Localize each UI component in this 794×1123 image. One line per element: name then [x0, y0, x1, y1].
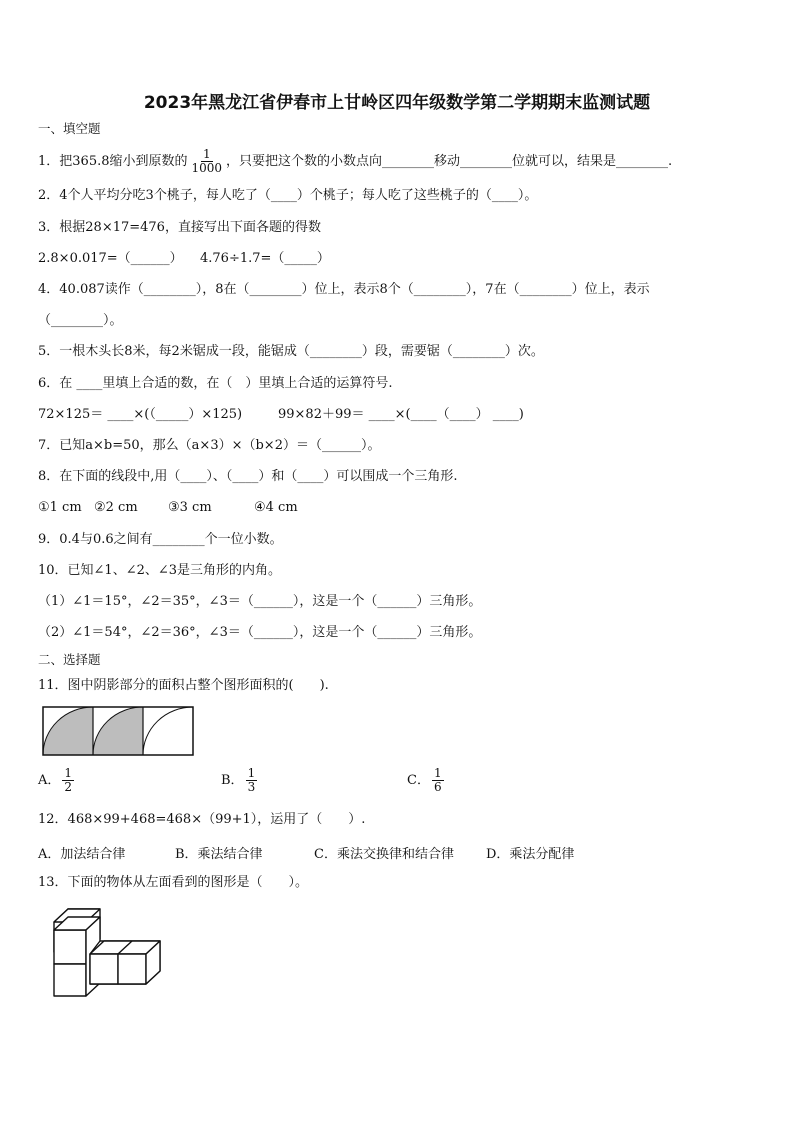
q11-option-c[interactable] — [407, 767, 446, 794]
q11-option-a-fraction — [62, 767, 74, 794]
question-8: 8．在下面的线段中,用（____）、（____）和（____）可以围成一个三角形. — [38, 469, 458, 484]
question-9: 9．0.4与0.6之间有________个一位小数。 — [38, 532, 283, 547]
question-10: 10．已知∠1、∠2、∠3是三角形的内角。 — [38, 563, 282, 578]
q1-frac-denominator: 1000 — [191, 161, 223, 175]
q11-option-a-label: A． — [38, 773, 61, 788]
q10-item-2: （2）∠1＝54°，∠2＝36°，∠3＝（______），这是一个（______）三角形。 — [38, 625, 482, 640]
q3-item-b: 4.76÷1.7=（_____） — [200, 251, 330, 266]
q11-option-a-numerator: 1 — [64, 766, 73, 780]
q11-shaded-squares-figure — [42, 706, 194, 756]
q1-fraction — [190, 148, 225, 175]
question-12: 12．468×99+468=468×（99+1），运用了（ ）. — [38, 812, 366, 827]
q11-option-c-denominator: 6 — [433, 780, 442, 794]
question-6: 6．在 ____里填上合适的数，在（ ）里填上合适的运算符号. — [38, 376, 393, 391]
q11-option-b-numerator: 1 — [247, 766, 256, 780]
question-2: 2．4个人平均分吃3个桃子，每人吃了（____）个桃子；每人吃了这些桃子的（____）。 — [38, 188, 538, 203]
q11-option-b[interactable] — [221, 767, 259, 794]
q13-cube-stack-figure — [50, 908, 165, 1000]
question-13: 13．下面的物体从左面看到的图形是（ ）。 — [38, 875, 309, 890]
q12-option-c[interactable]: C．乘法交换律和结合律 — [314, 847, 454, 862]
q1-text-before: 1．把365.8缩小到原数的 — [38, 154, 188, 169]
q8-option-4: ④4 cm — [254, 500, 298, 515]
q11-option-c-numerator: 1 — [433, 766, 442, 780]
q11-option-c-fraction — [432, 767, 444, 794]
q11-option-b-fraction — [246, 767, 258, 794]
section-fill-heading: 一、填空题 — [38, 121, 101, 136]
q8-option-2: ②2 cm — [94, 500, 138, 515]
q8-option-1: ①1 cm — [38, 500, 82, 515]
question-1 — [38, 148, 672, 175]
q11-option-b-label: B． — [221, 773, 244, 788]
q12-option-b[interactable]: B．乘法结合律 — [175, 847, 263, 862]
q8-option-3: ③3 cm — [168, 500, 212, 515]
question-4-line1: 4．40.087读作（________），8在（________）位上，表示8个（________），7在（________）位上，表示 — [38, 282, 650, 297]
q1-frac-numerator: 1 — [202, 147, 211, 161]
q6-item-a: 72×125＝ ____×(（_____）×125) — [38, 407, 243, 422]
q11-option-b-denominator: 3 — [247, 780, 256, 794]
question-11: 11．图中阴影部分的面积占整个图形面积的( ). — [38, 678, 329, 693]
q11-option-a[interactable] — [38, 767, 76, 794]
page-title: 2023年黑龙江省伊春市上甘岭区四年级数学第二学期期末监测试题 — [143, 93, 651, 113]
q11-option-a-denominator: 2 — [64, 780, 73, 794]
question-7: 7．已知a×b=50，那么（a×3）×（b×2）＝（______）。 — [38, 438, 381, 453]
question-5: 5．一根木头长8米，每2米锯成一段，能锯成（________）段，需要锯（________）次。 — [38, 344, 544, 359]
q12-option-d[interactable]: D．乘法分配律 — [486, 847, 575, 862]
section-choice-heading: 二、选择题 — [38, 652, 101, 667]
question-3: 3．根据28×17=476，直接写出下面各题的得数 — [38, 220, 321, 235]
question-4-line2: （________）。 — [38, 313, 123, 328]
q3-item-a: 2.8×0.017=（______） — [38, 251, 183, 266]
q1-text-after: ，只要把这个数的小数点向________移动________位就可以，结果是________. — [226, 154, 673, 169]
q10-item-1: （1）∠1＝15°，∠2＝35°，∠3＝（______），这是一个（______）三角形。 — [38, 594, 482, 609]
q11-option-c-label: C． — [407, 773, 430, 788]
q12-option-a[interactable]: A．加法结合律 — [38, 847, 126, 862]
q8-options — [38, 500, 298, 516]
q6-item-b: 99×82＋99＝ ____×(____（____） ____) — [278, 407, 524, 422]
